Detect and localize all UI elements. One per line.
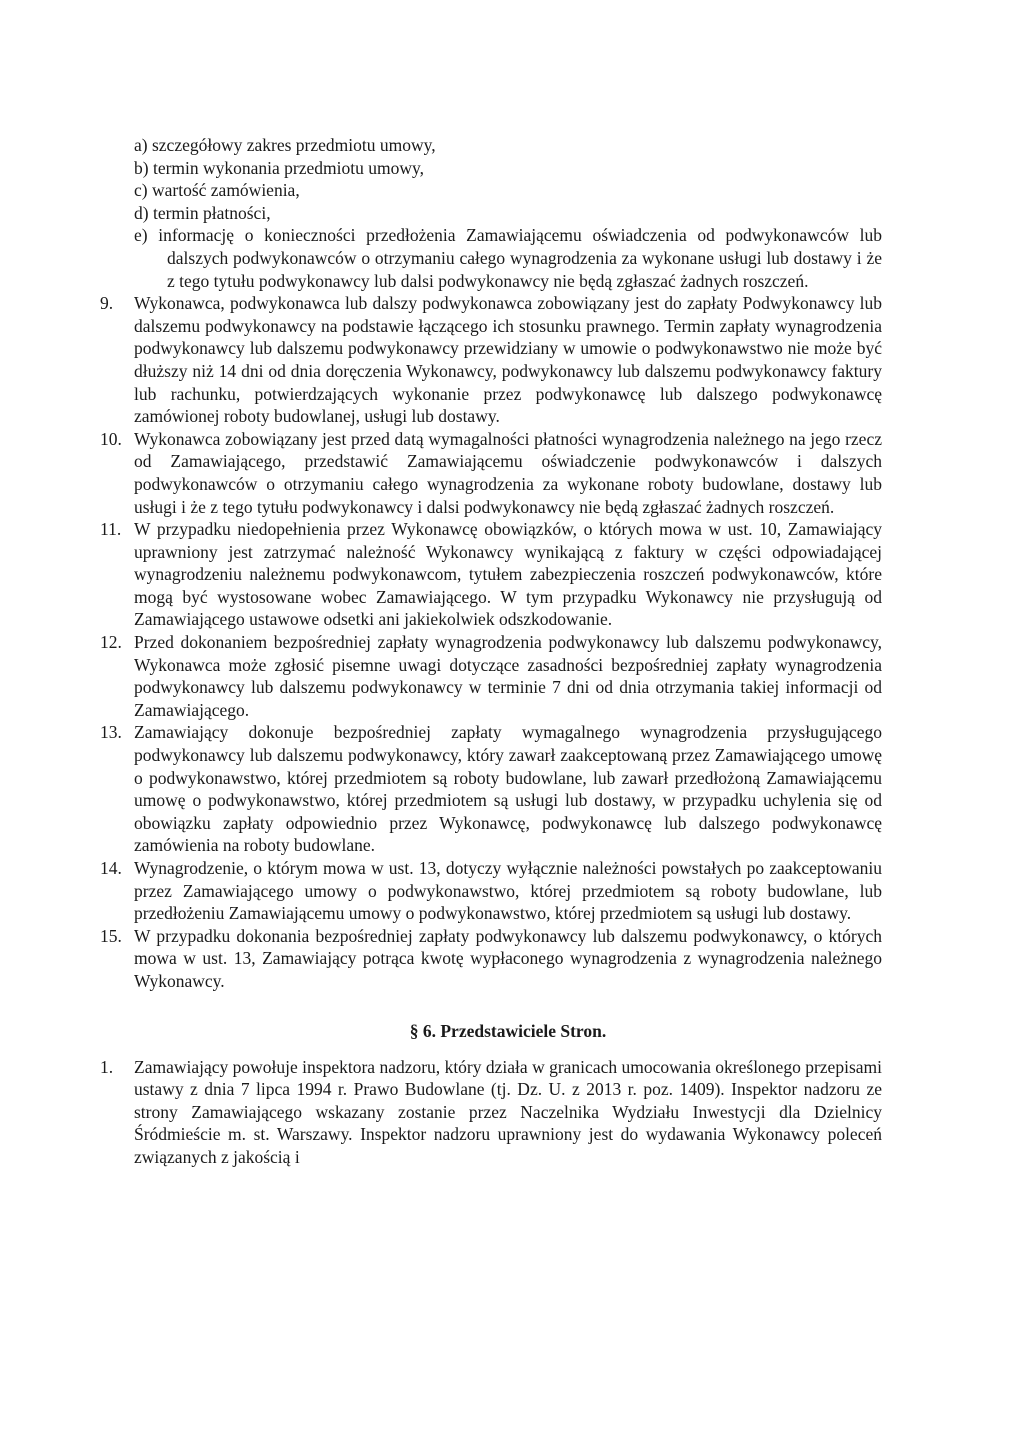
document-body xyxy=(100,134,882,1169)
item-number: 12. xyxy=(100,632,122,653)
paragraph-item xyxy=(100,857,882,925)
section-heading: § 6. Przedstawiciele Stron. xyxy=(409,1020,607,1041)
item-number: 10. xyxy=(100,428,122,449)
item-text: Wykonawca, podwykonawca lub dalszy podwykonawca zobowiązany jest do zapłaty Podwykonawcy lub dalszemu podwykonawcy na podstawie łączącego ich stosunku prawnego. Termin zapłaty wynagrodzenia podwykonawcy lub dalszemu podwykonawcy przewidziany w umowie o podwykonawstwo nie może być dłuższy niż 14 dni od dnia doręczenia Wykonawcy, podwykonawcy lub dalszemu podwykonawcy faktury lub rachunku, potwierdzających wykonanie przez podwykonawcę lub dalszego podwykonawcę zamówionej roboty budowlanej, usługi lub dostawy. xyxy=(134,293,882,427)
paragraph-item xyxy=(100,518,882,631)
item-number: 1. xyxy=(100,1056,114,1077)
item-number: 9. xyxy=(100,293,114,314)
item-number: 15. xyxy=(100,925,122,946)
list-item: a) szczegółowy zakres przedmiotu umowy, xyxy=(134,135,436,155)
item-text: Przed dokonaniem bezpośredniej zapłaty wynagrodzenia podwykonawcy lub dalszemu podwykonawcy, Wykonawca może zgłosić pisemne uwagi dotyczące zasadności bezpośredniej zapłaty wynagrodzenia podwykonawcy lub dalszemu podwykonawcy w terminie 7 dni od dnia otrzymania takiej informacji od Zamawiającego. xyxy=(134,632,882,720)
list-item: e) informację o konieczności przedłożenia Zamawiającemu oświadczenia od podwykonawców lub dalszych podwykonawców o otrzymaniu całego wynagrodzenia za wykonane usługi lub dostawy i że z tego tytułu podwykonawcy lub dalsi podwykonawcy nie będą zgłaszać żadnych roszczeń. xyxy=(134,225,882,291)
paragraph-item xyxy=(100,1056,882,1169)
list-item: d) termin płatności, xyxy=(134,202,271,223)
item-text: Wykonawca zobowiązany jest przed datą wymagalności płatności wynagrodzenia należnego na jego rzecz od Zamawiającego, przedstawić Zamawiającemu oświadczenie podwykonawców i dalszych podwykonawców o otrzymaniu całego wynagrodzenia za wykonane roboty budowlane, dostawy lub usługi i że z tego tytułu podwykonawcy i dalsi podwykonawcy nie będą zgłaszać żadnych roszczeń. xyxy=(134,428,882,517)
item-number: 14. xyxy=(100,858,122,878)
list-item: c) wartość zamówienia, xyxy=(134,180,300,201)
item-text: W przypadku dokonania bezpośredniej zapłaty podwykonawcy lub dalszemu podwykonawcy, o których mowa w ust. 13, Zamawiający potrąca kwotę wypłaconego wynagrodzenia z wynagrodzenia należnego Wykonawcy. xyxy=(134,925,882,991)
item-number: 13. xyxy=(100,722,122,743)
paragraph-item xyxy=(100,925,882,993)
item-text: Wynagrodzenie, o którym mowa w ust. 13, dotyczy wyłącznie należności powstałych po zaakceptowaniu przez Zamawiającego umowy o podwykonawstwo, której przedmiotem są roboty budowlane, lub przedłożeniu Zamawiającemu umowy o podwykonawstwo, której przedmiotem są usługi lub dostawy. xyxy=(134,858,882,924)
paragraph-item xyxy=(100,721,882,857)
paragraph-item xyxy=(100,428,882,518)
item-text: Zamawiający dokonuje bezpośredniej zapłaty wymagalnego wynagrodzenia przysługującego podwykonawcy lub dalszemu podwykonawcy, który zawarł zaakceptowaną przez Zamawiającego umowę o podwykonawstwo, której przedmiotem są roboty budowlane, lub zawarł przedłożoną Zamawiającemu umowę o podwykonawstwo, której przedmiotem są usługi lub dostawy, w przypadku uchylenia się od obowiązku zapłaty odpowiednio przez Wykonawcę, podwykonawcę lub dalszego podwykonawcę zamówienia na roboty budowlane. xyxy=(134,722,882,856)
paragraph-item xyxy=(100,292,882,428)
list-item: b) termin wykonania przedmiotu umowy, xyxy=(134,157,424,178)
paragraph-item xyxy=(100,631,882,721)
item-number: 11. xyxy=(100,519,122,540)
item-text: W przypadku niedopełnienia przez Wykonawcę obowiązków, o których mowa w ust. 10, Zamawiający uprawniony jest zatrzymać należność Wykonawcy wynikającą z faktury w części odpowiadającej wynagrodzeniu należnemu podwykonawcom, tytułem zabezpieczenia roszczeń podwykonawców, które mogą być wystosowane wobec Zamawiającego. W tym przypadku Wykonawcy nie przysługują od Zamawiającego ustawowe odsetki ani jakiekolwiek odszkodowanie. xyxy=(134,519,882,630)
item-text: Zamawiający powołuje inspektora nadzoru, który działa w granicach umocowania określonego przepisami ustawy z dnia 7 lipca 1994 r. Prawo Budowlane (tj. Dz. U. z 2013 r. poz. 1409). Inspektor nadzoru ze strony Zamawiającego wskazany zostanie przez Naczelnika Wydziału Inwestycji dla Dzielnicy Śródmieście m. st. Warszawy. Inspektor nadzoru uprawniony jest do wydawania Wykonawcy poleceń związanych z jakością i xyxy=(134,1056,882,1167)
sub-list xyxy=(134,134,882,292)
